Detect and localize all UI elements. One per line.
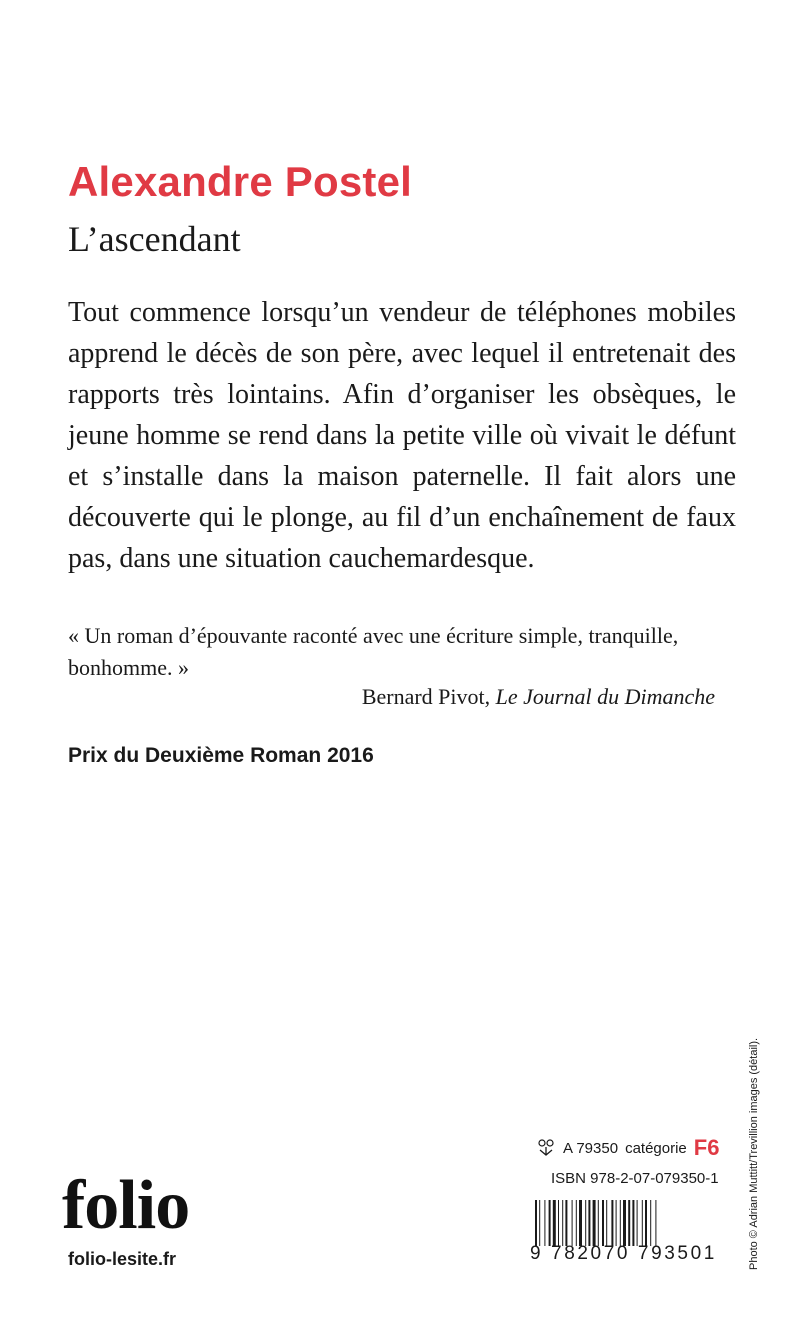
barcode-bar [645, 1200, 647, 1246]
barcode-digits: 9 782070 793501 [530, 1243, 717, 1264]
barcode-bar [553, 1200, 556, 1246]
barcode-bar [598, 1200, 599, 1246]
barcode-bar [572, 1200, 573, 1246]
catalog-category-label: catégorie [625, 1139, 687, 1157]
quote-author: Bernard Pivot, [361, 684, 491, 709]
barcode-bar [562, 1200, 563, 1246]
barcode-bar [549, 1200, 551, 1246]
barcode-bar [642, 1200, 643, 1246]
barcode [533, 1200, 728, 1246]
photo-credit: Photo © Adrian Muttitt/Trevillion images (détail). [748, 1037, 760, 1270]
barcode-bar [544, 1200, 545, 1246]
barcode-bar [535, 1200, 537, 1246]
barcode-bar [606, 1200, 607, 1246]
folio-logo: folio [62, 1167, 190, 1244]
author-name: Alexandre Postel [68, 158, 412, 205]
barcode-bar [620, 1200, 621, 1246]
barcode-bar [616, 1200, 617, 1246]
press-quote: « Un roman d’épouvante raconté avec une écriture simple, tranquille, bonhomme. » [68, 623, 679, 680]
gallimard-monogram-icon [537, 1139, 555, 1157]
barcode-bar [585, 1200, 586, 1246]
award-line: Prix du Deuxième Roman 2016 [68, 744, 374, 767]
barcode-bar [623, 1200, 626, 1246]
barcode-bar [602, 1200, 604, 1246]
back-cover-blurb [68, 292, 736, 579]
quote-attribution [362, 681, 715, 713]
barcode-bar [539, 1200, 540, 1246]
barcode-bar [565, 1200, 567, 1246]
barcode-bar [593, 1200, 596, 1246]
catalog-code: A 79350 [563, 1139, 619, 1157]
blurb-text: Tout commence lorsqu’un vendeur de téléphones mobiles apprend le décès de son père, avec lequel il entretenait des rapports très lointains. Afin d’organiser les obsèques, le jeune homme se rend dans la petite ville où vivait le défunt et s’installe dans la maison paternelle. Il fait alors une découverte qui le plonge, au fil d’un enchaînement de faux pas, dans une situation cauchemardesque. [68, 297, 736, 574]
barcode-bar [576, 1200, 577, 1246]
barcode-bar [637, 1200, 638, 1246]
isbn-number: ISBN 978-2-07-079350-1 [551, 1170, 719, 1187]
catalog-line [537, 1133, 727, 1163]
barcode-bar [558, 1200, 559, 1246]
barcode-bar [611, 1200, 613, 1246]
barcode-bar [579, 1200, 582, 1246]
barcode-bar [588, 1200, 590, 1246]
quote-publication: Le Journal du Dimanche [495, 684, 715, 709]
barcode-bar [650, 1200, 651, 1246]
barcode-bar [628, 1200, 630, 1246]
catalog-category-code: F6 [693, 1135, 720, 1160]
barcode-bar [632, 1200, 634, 1246]
publisher-website: folio-lesite.fr [68, 1249, 177, 1269]
barcode-bar [655, 1200, 656, 1246]
book-title: L’ascendant [68, 219, 241, 259]
